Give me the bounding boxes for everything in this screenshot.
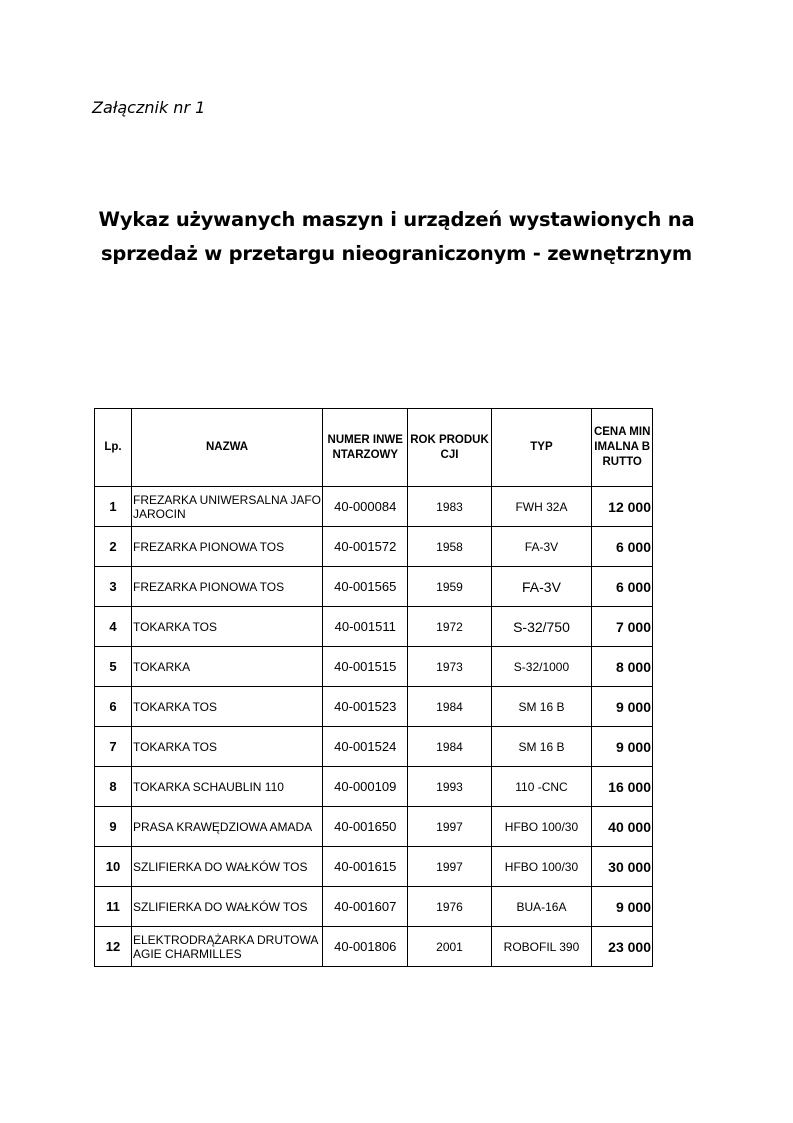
table-header-row <box>95 409 653 487</box>
cell-type: SM 16 B <box>491 687 592 727</box>
cell-year: 1959 <box>408 567 491 607</box>
cell-inventory: 40-001523 <box>323 687 408 727</box>
cell-year: 1983 <box>408 487 491 527</box>
title-line-1: Wykaz używanych maszyn i urządzeń wystawionych na <box>98 208 695 231</box>
cell-type: BUA-16A <box>491 887 592 927</box>
cell-name: TOKARKA <box>131 647 322 687</box>
cell-type: FWH 32A <box>491 487 592 527</box>
cell-type: S-32/1000 <box>491 647 592 687</box>
cell-name: TOKARKA SCHAUBLIN 110 <box>131 767 322 807</box>
cell-price: 40 000 <box>592 807 653 847</box>
cell-price: 9 000 <box>592 687 653 727</box>
cell-type: S-32/750 <box>491 607 592 647</box>
header-year: ROK PRODUKCJI <box>408 409 491 487</box>
cell-year: 1984 <box>408 687 491 727</box>
header-price: CENA MINIMALNA BRUTTO <box>592 409 653 487</box>
table-row <box>95 487 653 527</box>
cell-inventory: 40-001572 <box>323 527 408 567</box>
cell-year: 1973 <box>408 647 491 687</box>
cell-lp: 9 <box>95 807 132 847</box>
header-name: NAZWA <box>131 409 322 487</box>
cell-type: FA-3V <box>491 527 592 567</box>
cell-type: ROBOFIL 390 <box>491 927 592 967</box>
cell-price: 9 000 <box>592 727 653 767</box>
cell-inventory: 40-000109 <box>323 767 408 807</box>
cell-name: FREZARKA PIONOWA TOS <box>131 567 322 607</box>
cell-inventory: 40-001615 <box>323 847 408 887</box>
cell-year: 1958 <box>408 527 491 567</box>
header-lp: Lp. <box>95 409 132 487</box>
cell-type: HFBO 100/30 <box>491 807 592 847</box>
cell-inventory: 40-001650 <box>323 807 408 847</box>
table-row <box>95 687 653 727</box>
cell-name: TOKARKA TOS <box>131 687 322 727</box>
cell-year: 2001 <box>408 927 491 967</box>
cell-inventory: 40-001511 <box>323 607 408 647</box>
cell-name: FREZARKA PIONOWA TOS <box>131 527 322 567</box>
cell-inventory: 40-001806 <box>323 927 408 967</box>
cell-price: 9 000 <box>592 887 653 927</box>
title-line-2: sprzedaż w przetargu nieograniczonym - zewnętrznym <box>101 242 692 265</box>
cell-year: 1997 <box>408 807 491 847</box>
cell-price: 30 000 <box>592 847 653 887</box>
cell-inventory: 40-001524 <box>323 727 408 767</box>
cell-year: 1993 <box>408 767 491 807</box>
cell-price: 12 000 <box>592 487 653 527</box>
cell-inventory: 40-001515 <box>323 647 408 687</box>
cell-lp: 1 <box>95 487 132 527</box>
table-row <box>95 607 653 647</box>
cell-name: SZLIFIERKA DO WAŁKÓW TOS <box>131 887 322 927</box>
table-row <box>95 887 653 927</box>
cell-price: 6 000 <box>592 527 653 567</box>
header-type: TYP <box>491 409 592 487</box>
table-row <box>95 767 653 807</box>
machines-table <box>94 408 653 967</box>
cell-type: HFBO 100/30 <box>491 847 592 887</box>
cell-type: SM 16 B <box>491 727 592 767</box>
table-row <box>95 727 653 767</box>
cell-price: 16 000 <box>592 767 653 807</box>
cell-lp: 7 <box>95 727 132 767</box>
cell-year: 1972 <box>408 607 491 647</box>
table-row <box>95 807 653 847</box>
cell-lp: 6 <box>95 687 132 727</box>
cell-year: 1976 <box>408 887 491 927</box>
cell-name: SZLIFIERKA DO WAŁKÓW TOS <box>131 847 322 887</box>
cell-name: FREZARKA UNIWERSALNA JAFO JAROCIN <box>131 487 322 527</box>
table-row <box>95 647 653 687</box>
cell-lp: 3 <box>95 567 132 607</box>
annex-label: Załącznik nr 1 <box>92 98 206 117</box>
cell-inventory: 40-001565 <box>323 567 408 607</box>
cell-lp: 11 <box>95 887 132 927</box>
cell-year: 1984 <box>408 727 491 767</box>
cell-lp: 12 <box>95 927 132 967</box>
cell-type: FA-3V <box>491 567 592 607</box>
cell-name: PRASA KRAWĘDZIOWA AMADA <box>131 807 322 847</box>
cell-name: TOKARKA TOS <box>131 607 322 647</box>
cell-price: 7 000 <box>592 607 653 647</box>
document-title <box>60 203 733 271</box>
cell-type: 110 -CNC <box>491 767 592 807</box>
table-row <box>95 527 653 567</box>
cell-lp: 2 <box>95 527 132 567</box>
cell-inventory: 40-001607 <box>323 887 408 927</box>
cell-price: 23 000 <box>592 927 653 967</box>
table-row <box>95 927 653 967</box>
cell-inventory: 40-000084 <box>323 487 408 527</box>
cell-price: 6 000 <box>592 567 653 607</box>
table-row <box>95 567 653 607</box>
cell-lp: 8 <box>95 767 132 807</box>
header-inventory: NUMER INWENTARZOWY <box>323 409 408 487</box>
cell-lp: 5 <box>95 647 132 687</box>
cell-name: TOKARKA TOS <box>131 727 322 767</box>
cell-lp: 4 <box>95 607 132 647</box>
cell-price: 8 000 <box>592 647 653 687</box>
cell-name: ELEKTRODRĄŻARKA DRUTOWA AGIE CHARMILLES <box>131 927 322 967</box>
cell-lp: 10 <box>95 847 132 887</box>
table-row <box>95 847 653 887</box>
cell-year: 1997 <box>408 847 491 887</box>
